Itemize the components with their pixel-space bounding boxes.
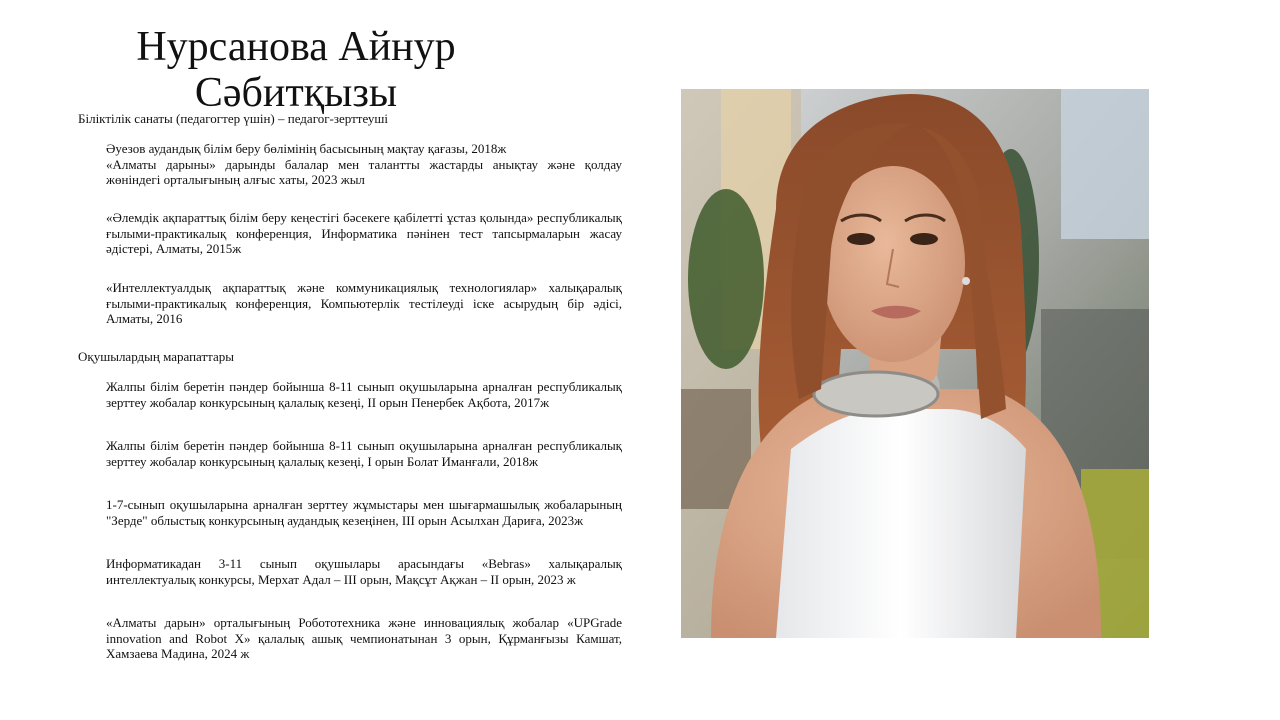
awards-paragraph: [106, 141, 622, 188]
page-title: [80, 24, 512, 116]
student-award-item: Жалпы білім беретін пәндер бойынша 8-11 сынып оқушыларына арналған республикалық зерттеу жобалар конкурсының қалалық кезеңі, І орын Болат Иманғали, 2018ж: [106, 438, 622, 469]
title-line-2: Сәбитқызы: [194, 70, 398, 116]
student-award-item: «Алматы дарын» орталығының Робототехника және инновациялық жобалар «UPGrade innovation and Robot X» қалалық ашық чемпионатынан 3 орын, Құрманғызы Камшат, Хамзаева Мадина, 2024 ж: [106, 615, 622, 661]
title-line-1: Нурсанова Айнур: [136, 24, 456, 70]
student-award-item: Информатикадан 3-11 сынып оқушылары арасындағы «Bebras» халықаралық интеллектуалық конкурсы, Мерхат Адал – ІІІ орын, Мақсұт Ақжан – ІІ орын, 2023 ж: [106, 556, 622, 587]
publication-item: «Әлемдік ақпараттық білім беру кеңестігі бәсекеге қабілетті ұстаз қолында» республикалық ғылыми-практикалық конференция, Информатика пәнінен тест тапсырмаларын жасау әдістері, Алматы, 2015ж: [106, 210, 622, 256]
publication-item: «Интеллектуалдық ақпараттық және коммуникациялық технологиялар» халықаралық ғылыми-практикалық конференция, Компьютерлік тестілеуді іске асырудың бір әдісі, Алматы, 2016: [106, 280, 622, 326]
award-item: Әуезов аудандық білім беру бөлімінің басысының мақтау қағазы, 2018ж: [106, 141, 507, 156]
portrait-photo: [681, 89, 1149, 638]
student-award-item: 1-7-сынып оқушыларына арналған зерттеу жұмыстары мен шығармашылық жобаларының "Зерде" облыстық конкурсының аудандық кезеңінен, ІІІ орын Асылхан Дариға, 2023ж: [106, 497, 622, 528]
qualification-heading: Біліктілік санаты (педагогтер үшін) – педагог-зерттеуші: [78, 111, 389, 126]
students-awards-heading: Оқушылардың марапаттары: [78, 349, 235, 364]
award-item: «Алматы дарыны» дарынды балалар мен талантты жастарды анықтау және қолдау жөніндегі орталығының алғыс хаты, 2023 жыл: [106, 156, 622, 187]
student-award-item: Жалпы білім беретін пәндер бойынша 8-11 сынып оқушыларына арналған республикалық зерттеу жобалар конкурсының қалалық кезеңі, ІІ орын Пенербек Ақбота, 2017ж: [106, 379, 622, 410]
